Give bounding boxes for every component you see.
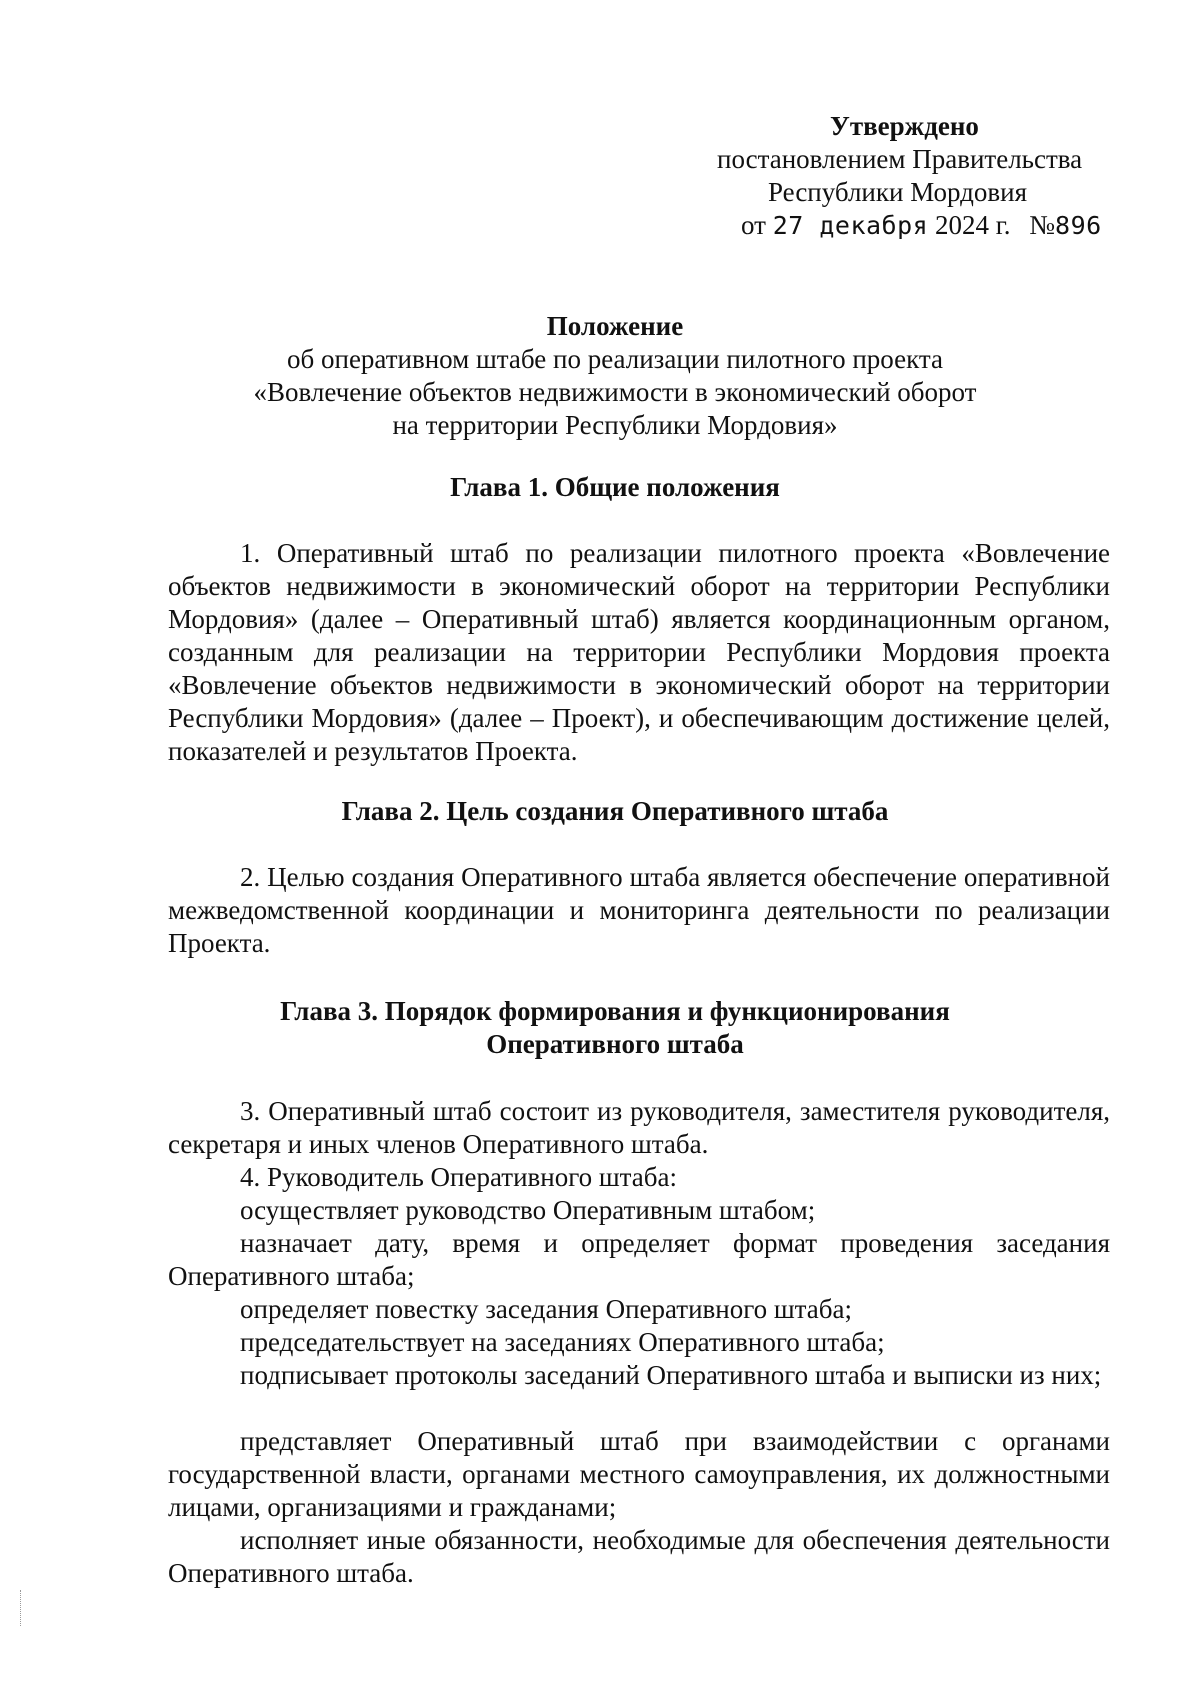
approval-number-sign: №: [1029, 210, 1056, 240]
approval-year: 2024 г.: [934, 210, 1011, 240]
duty-item: определяет повестку заседания Оперативного штаба;: [240, 1294, 853, 1324]
duty-item: назначает дату, время и определяет формат проведения заседания Оперативного штаба;: [168, 1228, 1110, 1291]
paragraph-3: 3. Оперативный штаб состоит из руководителя, заместителя руководителя, секретаря и иных членов Оперативного штаба.: [168, 1096, 1110, 1159]
chapter-1-heading-text: Глава 1. Общие положения: [450, 472, 780, 502]
approval-line-republic: Республики Мордовия: [768, 177, 1028, 207]
approval-number: 896: [1055, 211, 1102, 240]
document-heading: Положение: [546, 311, 684, 341]
chapter-1-heading: [165, 471, 1065, 504]
approval-date-stamp: 27 декабря: [772, 211, 929, 240]
approval-date-line: [741, 209, 1100, 242]
chapter-2-heading-text: Глава 2. Цель создания Оперативного штаба: [341, 796, 889, 826]
chapter-3-heading-line2: Оперативного штаба: [486, 1029, 744, 1059]
approval-block: [680, 110, 1100, 242]
duty-item: исполняет иные обязанности, необходимые для обеспечения деятельности Оперативного штаба.: [168, 1525, 1110, 1588]
chapter-3-heading: [165, 995, 1065, 1061]
scan-artifact-mark: [20, 1590, 23, 1626]
document-subtitle-line1: об оперативном штабе по реализации пилотного проекта: [287, 344, 943, 374]
approval-title: Утверждено: [830, 111, 979, 141]
approval-date-prefix: от: [741, 210, 766, 240]
chapter-2-heading: [165, 795, 1065, 828]
document-title: [165, 310, 1065, 442]
chapter-3-heading-line1: Глава 3. Порядок формирования и функционирования: [280, 996, 950, 1026]
paragraph-2: 2. Целью создания Оперативного штаба является обеспечение оперативной межведомственной координации и мониторинга деятельности по реализации Проекта.: [168, 862, 1110, 958]
duty-item: председательствует на заседаниях Оперативного штаба;: [240, 1327, 885, 1357]
duty-item: подписывает протоколы заседаний Оперативного штаба и выписки из них;: [240, 1360, 1102, 1390]
document-subtitle-line3: на территории Республики Мордовия»: [392, 410, 838, 440]
document-subtitle-line2: «Вовлечение объектов недвижимости в экономический оборот: [253, 377, 977, 407]
approval-line-resolution: постановлением Правительства: [717, 144, 1083, 174]
paragraph-4: 4. Руководитель Оперативного штаба:: [240, 1162, 677, 1192]
duty-item: осуществляет руководство Оперативным штабом;: [240, 1195, 816, 1225]
paragraph-1: 1. Оперативный штаб по реализации пилотного проекта «Вовлечение объектов недвижимости в экономический оборот на территории Республики Мордовия» (далее – Оперативный штаб) является координационным органом, созданным для реализации на территории Республики Мордовия проекта «Вовлечение объектов недвижимости в экономический оборот на территории Республики Мордовия» (далее – Проект), и обеспечивающим достижение целей, показателей и результатов Проекта.: [168, 538, 1110, 766]
duty-item: представляет Оперативный штаб при взаимодействии с органами государственной власти, органами местного самоуправления, их должностными лицами, организациями и гражданами;: [168, 1426, 1110, 1522]
